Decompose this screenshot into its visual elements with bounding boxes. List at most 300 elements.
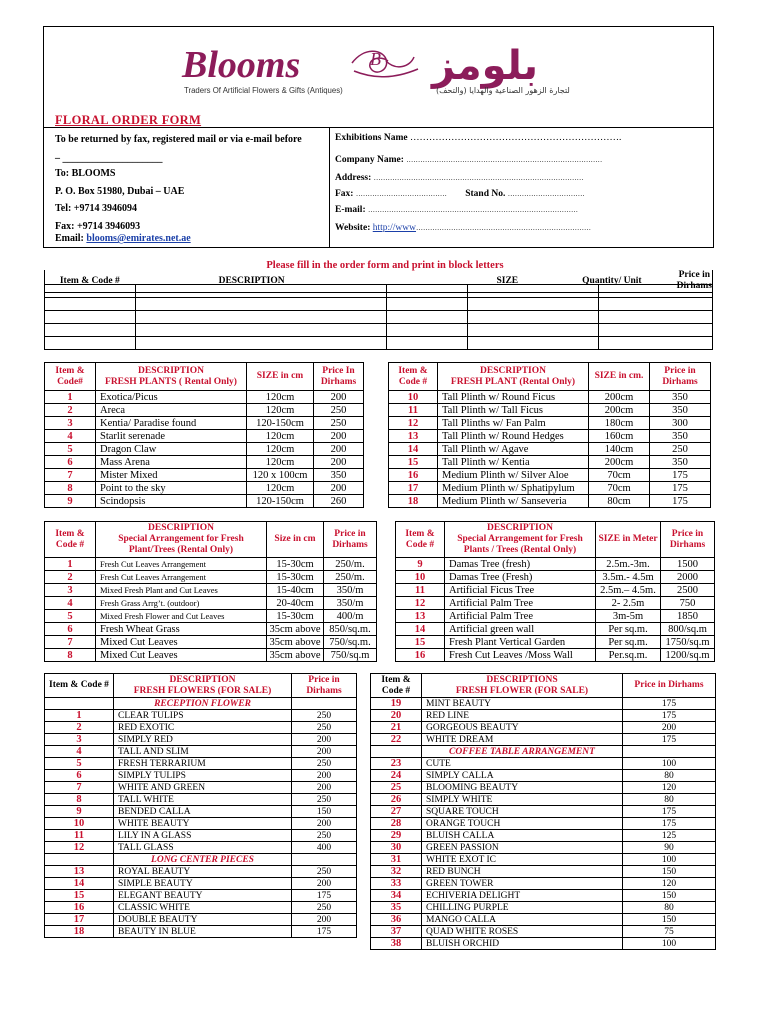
special-left-body (45, 558, 377, 662)
plinth-plant-row (389, 443, 711, 456)
order-cell[interactable] (468, 298, 599, 311)
plinth-col-size: SIZE in cm. (589, 363, 650, 391)
special-col-item: Item & Code # (45, 522, 96, 558)
plant-row (45, 495, 364, 508)
flower-item-number: 7 (45, 782, 114, 794)
special-arrangement-table (44, 521, 377, 662)
plinth-plant-description: Medium Plinth w/ Sphatipylum (438, 482, 589, 495)
flower-row (371, 878, 716, 890)
flower-price: 200 (292, 914, 357, 926)
flower-description: CLASSIC WHITE (114, 902, 292, 914)
order-cell[interactable] (136, 311, 387, 324)
tree-row (396, 610, 715, 623)
flower-price: 175 (623, 698, 716, 710)
fax-field-label: Fax: (335, 189, 354, 199)
special-row (45, 636, 377, 649)
coffee-table-heading: COFFEE TABLE ARRANGEMENT (422, 746, 623, 758)
plant-description: Scindopsis (96, 495, 247, 508)
reception-flower-heading-row (45, 698, 357, 710)
flower-row (45, 722, 357, 734)
flower-item-number: 21 (371, 722, 422, 734)
plinth-plant-size: 80cm (589, 495, 650, 508)
special-row (45, 610, 377, 623)
email-row (55, 233, 191, 244)
plinth-col-price: Price in Dirhams (650, 363, 711, 391)
plants-desc-subtitle: FRESH PLANTS ( Rental Only) (105, 376, 237, 387)
order-row (45, 298, 713, 311)
plant-item-number: 7 (45, 469, 96, 482)
special-row (45, 584, 377, 597)
order-cell[interactable] (599, 337, 713, 350)
special-row (45, 623, 377, 636)
tree-row (396, 597, 715, 610)
flower-row (45, 818, 357, 830)
flower-item-number: 4 (45, 746, 114, 758)
flower-price: 175 (623, 806, 716, 818)
tree-size: Per sq.m. (596, 623, 661, 636)
order-cell[interactable] (136, 337, 387, 350)
trees-col-size: SIZE in Meter (596, 522, 661, 558)
flower-price: 200 (292, 782, 357, 794)
tree-row (396, 571, 715, 584)
special-row (45, 571, 377, 584)
plant-size: 120cm (247, 391, 314, 404)
plinth-plant-price: 350 (650, 456, 711, 469)
plinth-plant-description: Tall Plinths w/ Fan Palm (438, 417, 589, 430)
email-field[interactable] (335, 205, 578, 215)
tree-price: 2500 (661, 584, 715, 597)
tree-size: 2- 2.5m (596, 597, 661, 610)
long-center-pieces-heading-row (45, 854, 357, 866)
special-description: Fresh Cut Leaves Arrangement (96, 558, 267, 571)
tree-size: 2.5m.-3m. (596, 558, 661, 571)
flower-description: TALL WHITE (114, 794, 292, 806)
flower-description: RED LINE (422, 710, 623, 722)
flower-row (371, 794, 716, 806)
plants-desc-title: DESCRIPTION (138, 365, 204, 376)
order-cell[interactable] (468, 337, 599, 350)
plant-description: Mister Mixed (96, 469, 247, 482)
flower-description: RED EXOTIC (114, 722, 292, 734)
trees-col-description (445, 522, 596, 558)
flower-description: CLEAR TULIPS (114, 710, 292, 722)
plinth-plant-row (389, 391, 711, 404)
plant-price: 350 (314, 469, 364, 482)
return-date-line[interactable]: – ____________________ (55, 153, 163, 164)
tree-row (396, 623, 715, 636)
order-cell[interactable] (468, 285, 599, 298)
order-cell[interactable] (599, 324, 713, 337)
flower-item-number: 17 (45, 914, 114, 926)
flower-description: MINT BEAUTY (422, 698, 623, 710)
special-item-number: 4 (45, 597, 96, 610)
order-row (45, 337, 713, 350)
plant-price: 200 (314, 456, 364, 469)
plant-item-number: 5 (45, 443, 96, 456)
plinth-plant-item-number: 16 (389, 469, 438, 482)
special-description: Fresh Wheat Grass (96, 623, 267, 636)
header-box (43, 26, 714, 248)
order-cell[interactable] (45, 285, 136, 298)
plinth-plant-size: 200cm (589, 391, 650, 404)
flower-description: BLUISH ORCHID (422, 938, 623, 950)
special-description: Mixed Fresh Plant and Cut Leaves (96, 584, 267, 597)
tree-item-number: 13 (396, 610, 445, 623)
coffee-table-heading-row (371, 746, 716, 758)
tree-description: Artificial Ficus Tree (445, 584, 596, 597)
coffee-table-heading-blank (371, 746, 422, 758)
flower-price: 200 (623, 722, 716, 734)
plant-price: 250 (314, 404, 364, 417)
special-item-number: 1 (45, 558, 96, 571)
plant-row (45, 469, 364, 482)
exhibitions-label: Exhibitions Name (335, 133, 408, 143)
flower-price: 150 (623, 890, 716, 902)
tree-description: Fresh Cut Leaves /Moss Wall (445, 649, 596, 662)
flower-price: 100 (623, 758, 716, 770)
flower-item-number: 32 (371, 866, 422, 878)
plinth-plant-item-number: 15 (389, 456, 438, 469)
special-right-body (396, 558, 715, 662)
flower-item-number: 22 (371, 734, 422, 746)
flower-price: 80 (623, 794, 716, 806)
form-title: FLORAL ORDER FORM (55, 113, 202, 127)
tree-item-number: 16 (396, 649, 445, 662)
flower-price: 150 (623, 866, 716, 878)
flower-item-number: 34 (371, 890, 422, 902)
plinth-plant-price: 250 (650, 443, 711, 456)
tree-description: Damas Tree (Fresh) (445, 571, 596, 584)
plant-item-number: 1 (45, 391, 96, 404)
flower-row (45, 842, 357, 854)
flower-row (371, 938, 716, 950)
flowers-desc-title: DESCRIPTION (169, 674, 236, 685)
plant-price: 200 (314, 482, 364, 495)
website-field[interactable] (335, 223, 591, 233)
plants-col-description (96, 363, 247, 391)
plant-price: 260 (314, 495, 364, 508)
plant-item-number: 6 (45, 456, 96, 469)
tree-item-number: 12 (396, 597, 445, 610)
flower-price: 250 (292, 830, 357, 842)
flower-description: SIMPLY WHITE (422, 794, 623, 806)
fresh-plants-table (44, 362, 364, 508)
exhibitions-blank[interactable]: …………………………………………………………. (409, 133, 622, 143)
flower-description: SQUARE TOUCH (422, 806, 623, 818)
plant-description: Dragon Claw (96, 443, 247, 456)
stand-blank[interactable]: …………………………… (507, 190, 585, 198)
flower-description: DOUBLE BEAUTY (114, 914, 292, 926)
flower-row (371, 818, 716, 830)
tree-size: 2.5m.– 4.5m. (596, 584, 661, 597)
flower-description: LILY IN A GLASS (114, 830, 292, 842)
special-description: Mixed Cut Leaves (96, 636, 267, 649)
plinth-plant-row (389, 482, 711, 495)
flower-price: 175 (623, 710, 716, 722)
plinth-col-item: Item & Code # (389, 363, 438, 391)
fresh-plants-plinth-table (388, 362, 711, 508)
special-row (45, 558, 377, 571)
plant-size: 120cm (247, 404, 314, 417)
order-row (45, 285, 713, 298)
special-size: 15-30cm (267, 571, 324, 584)
order-cell[interactable] (136, 324, 387, 337)
plinth-plant-row (389, 495, 711, 508)
special-price: 400/m (324, 610, 377, 623)
flower-row (371, 734, 716, 746)
flower-item-number: 19 (371, 698, 422, 710)
website-blank[interactable]: ………………………………………………………………… (416, 224, 592, 232)
flower-item-number: 33 (371, 878, 422, 890)
tree-price: 1500 (661, 558, 715, 571)
special-description: Mixed Cut Leaves (96, 649, 267, 662)
plant-item-number: 2 (45, 404, 96, 417)
order-cell[interactable] (599, 285, 713, 298)
flower-price: 200 (292, 770, 357, 782)
reception-flower-heading-blank (292, 698, 357, 710)
order-blank-rows (44, 284, 713, 350)
order-row (45, 311, 713, 324)
flower-price: 250 (292, 794, 357, 806)
logo-ornament-icon (352, 49, 418, 77)
flower-description: SIMPLY RED (114, 734, 292, 746)
special-description: Mixed Fresh Flower and Cut Leaves (96, 610, 267, 623)
flower-item-number: 26 (371, 794, 422, 806)
order-cell[interactable] (387, 298, 468, 311)
order-cell[interactable] (45, 324, 136, 337)
plant-description: Point to the sky (96, 482, 247, 495)
telephone: Tel: +9714 3946094 (55, 203, 137, 214)
plinth-plant-description: Tall Plinth w/ Round Ficus (438, 391, 589, 404)
order-cell[interactable] (45, 311, 136, 324)
flower-row (45, 770, 357, 782)
flower-description: BLUISH CALLA (422, 830, 623, 842)
tree-item-number: 9 (396, 558, 445, 571)
order-col-description: DESCRIPTION (135, 270, 468, 293)
order-row (45, 324, 713, 337)
flower-description: QUAD WHITE ROSES (422, 926, 623, 938)
tree-price: 750 (661, 597, 715, 610)
tree-row (396, 636, 715, 649)
tree-price: 800/sq.m (661, 623, 715, 636)
flower-row (45, 866, 357, 878)
plinth-plant-description: Tall Plinth w/ Kentia (438, 456, 589, 469)
stand-label: Stand No. (465, 189, 506, 199)
flowers2-col-price: Price in Dirhams (623, 674, 716, 698)
tree-description: Artificial green wall (445, 623, 596, 636)
flower-item-number: 9 (45, 806, 114, 818)
trees-col-price: Price in Dirhams (661, 522, 715, 558)
flower-item-number: 29 (371, 830, 422, 842)
flower-row (45, 890, 357, 902)
plant-item-number: 8 (45, 482, 96, 495)
flower-row (371, 926, 716, 938)
flower-description: SIMPLY TULIPS (114, 770, 292, 782)
flower-price: 200 (292, 746, 357, 758)
flower-price: 250 (292, 758, 357, 770)
order-cell[interactable] (387, 324, 468, 337)
flower-item-number: 11 (45, 830, 114, 842)
address-field[interactable] (335, 173, 584, 183)
fax-stand-field[interactable] (335, 189, 585, 199)
flower-price: 175 (623, 734, 716, 746)
plant-row (45, 430, 364, 443)
flower-row (45, 710, 357, 722)
plinth-plant-row (389, 469, 711, 482)
flower-row (371, 770, 716, 782)
flower-description: BEAUTY IN BLUE (114, 926, 292, 938)
flower-price: 175 (292, 926, 357, 938)
flower-price: 150 (623, 914, 716, 926)
sender-info (44, 127, 330, 247)
order-cell[interactable] (136, 298, 387, 311)
plant-row (45, 443, 364, 456)
special-desc-title: DESCRIPTION (148, 523, 214, 533)
special-description: Fresh Grass Arrg’t. (outdoor) (96, 597, 267, 610)
address-blank[interactable]: ……………………………………………………………………………… (373, 174, 584, 182)
flower-item-number: 27 (371, 806, 422, 818)
plinth-plant-item-number: 14 (389, 443, 438, 456)
order-cell[interactable] (387, 337, 468, 350)
plinth-plant-price: 300 (650, 417, 711, 430)
flower-description: BLOOMING BEAUTY (422, 782, 623, 794)
flower-description: ECHIVERIA DELIGHT (422, 890, 623, 902)
flower-price: 200 (292, 878, 357, 890)
plant-item-number: 9 (45, 495, 96, 508)
plinth-plant-price: 175 (650, 495, 711, 508)
flower-item-number: 24 (371, 770, 422, 782)
order-cell[interactable] (387, 311, 468, 324)
order-cell[interactable] (599, 298, 713, 311)
special-col-size: Size in cm (267, 522, 324, 558)
flower-row (371, 806, 716, 818)
plinth-plant-price: 350 (650, 430, 711, 443)
flowers-right-body (371, 698, 716, 950)
order-cell[interactable] (45, 337, 136, 350)
plant-price: 200 (314, 443, 364, 456)
flower-description: RED BUNCH (422, 866, 623, 878)
special-price: 250/m. (324, 558, 377, 571)
special-size: 35cm above (267, 623, 324, 636)
flower-row (45, 758, 357, 770)
flowers2-desc-title: DESCRIPTIONS (486, 674, 558, 685)
order-cell[interactable] (45, 298, 136, 311)
fax-field-blank[interactable]: ………………………………… (355, 190, 447, 198)
order-cell[interactable] (468, 311, 599, 324)
flower-item-number: 30 (371, 842, 422, 854)
plant-size: 120-150cm (247, 495, 314, 508)
flower-row (371, 902, 716, 914)
plinth-col-description (438, 363, 589, 391)
flower-item-number: 18 (45, 926, 114, 938)
special-col-description (96, 522, 267, 558)
flower-description: SIMPLY CALLA (422, 770, 623, 782)
tree-row (396, 649, 715, 662)
flower-row (371, 866, 716, 878)
order-col-item: Item & Code # (45, 270, 135, 293)
brand-name-en: Blooms (182, 44, 301, 86)
website-link[interactable]: http://www (372, 223, 417, 233)
plinth-plant-price: 350 (650, 391, 711, 404)
plinth-plant-price: 175 (650, 482, 711, 495)
trees-col-item: Item & Code # (396, 522, 445, 558)
plant-row (45, 404, 364, 417)
plant-item-number: 4 (45, 430, 96, 443)
plant-size: 120cm (247, 443, 314, 456)
flower-description: ROYAL BEAUTY (114, 866, 292, 878)
order-col-quantity: Quantity/ Unit (547, 270, 677, 293)
plinth-plant-row (389, 417, 711, 430)
tree-size: Per.sq.m. (596, 649, 661, 662)
flower-price: 200 (292, 734, 357, 746)
order-cell[interactable] (599, 311, 713, 324)
flower-row (371, 890, 716, 902)
email-field-blank[interactable]: ……………………………………………………………………………… (367, 206, 578, 214)
flower-price: 100 (623, 938, 716, 950)
flower-item-number: 15 (45, 890, 114, 902)
order-cell[interactable] (468, 324, 599, 337)
order-cell[interactable] (136, 285, 387, 298)
email-label: Email: (55, 233, 84, 244)
special-size: 35cm above (267, 649, 324, 662)
exhibitor-fields (329, 127, 713, 247)
tagline-ar: لتجارة الزهور الصناعية والهدايا (والتحف) (436, 86, 570, 95)
flower-price: 400 (292, 842, 357, 854)
plinth-plant-size: 70cm (589, 482, 650, 495)
email-link[interactable]: blooms@emirates.net.ae (86, 233, 191, 244)
special-price: 350/m (324, 584, 377, 597)
flower-item-number: 13 (45, 866, 114, 878)
special-item-number: 3 (45, 584, 96, 597)
flower-item-number: 12 (45, 842, 114, 854)
website-label: Website: (335, 223, 371, 233)
special-price: 850/sq.m. (324, 623, 377, 636)
exhibitions-field[interactable] (335, 133, 621, 143)
flowers-left-body (45, 698, 357, 938)
flower-price: 150 (292, 806, 357, 818)
flower-price: 250 (292, 902, 357, 914)
flower-description: SIMPLE BEAUTY (114, 878, 292, 890)
plinth-plant-item-number: 17 (389, 482, 438, 495)
plinth-plant-item-number: 18 (389, 495, 438, 508)
trees-desc-subtitle: Special Arrangement for Fresh Plants / Trees (Rental Only) (457, 534, 583, 555)
order-col-size: SIZE (467, 270, 547, 293)
flower-description: ELEGANT BEAUTY (114, 890, 292, 902)
plinth-plant-size: 160cm (589, 430, 650, 443)
order-cell[interactable] (387, 285, 468, 298)
plinth-plant-size: 200cm (589, 404, 650, 417)
fax-number: Fax: +9714 3946093 (55, 221, 141, 232)
plants-col-size: SIZE in cm (247, 363, 314, 391)
flower-description: GREEN TOWER (422, 878, 623, 890)
company-blank[interactable]: ………………………………………………………………………… (406, 156, 603, 164)
plinth-plant-description: Medium Plinth w/ Silver Aloe (438, 469, 589, 482)
flower-row (371, 758, 716, 770)
flower-row (45, 806, 357, 818)
company-field[interactable] (335, 155, 602, 165)
special-item-number: 6 (45, 623, 96, 636)
special-size: 35cm above (267, 636, 324, 649)
flowers2-col-description (422, 674, 623, 698)
plants-col-item: Item & Code# (45, 363, 96, 391)
special-row (45, 597, 377, 610)
flower-item-number: 38 (371, 938, 422, 950)
tree-description: Artificial Palm Tree (445, 597, 596, 610)
plant-row (45, 482, 364, 495)
flower-item-number: 20 (371, 710, 422, 722)
tree-description: Artificial Palm Tree (445, 610, 596, 623)
plinth-desc-title: DESCRIPTION (480, 365, 546, 376)
